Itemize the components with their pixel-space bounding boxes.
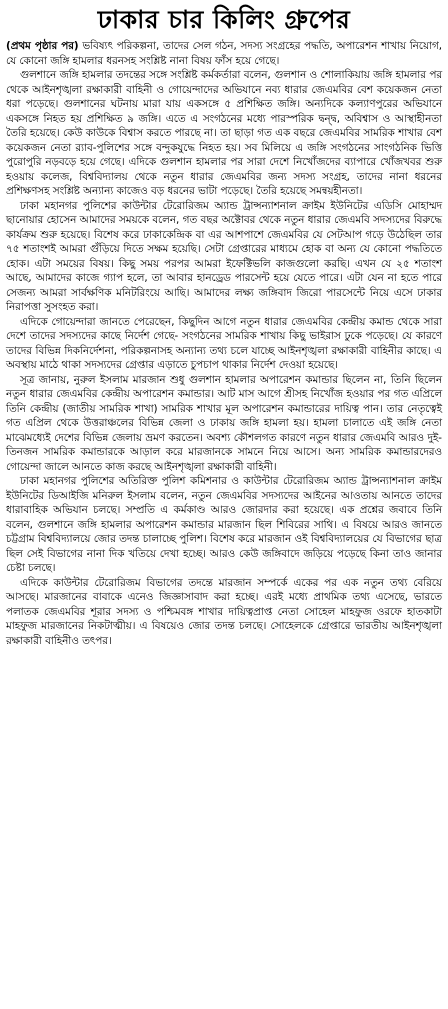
paragraph-3: ঢাকা মহানগর পুলিশের কাউন্টার টেরোরিজম অ্যান্ড ট্রান্সন্যাশনাল ক্রাইম ইউনিটের এডিসি মোহাম্মদ ছানোয়ার হোসেন আমাদের সময়কে বলেন, গত বছর অক্টোবর থেকে নতুন ধারার জেএমবি সদস্যদের বিরুদ্ধে কার্যক্রম শুরু হয়েছে। বিশেষ করে ঢাকাকেন্দ্রিক বা এর আশপাশে জেএমবির যে সেটআপ গড়ে উঠেছিল তার ৭৫ শতাংশই আমরা গুঁড়িয়ে দিতে সক্ষম হয়েছি। সেটা গ্রেপ্তারের মাধ্যমে হোক বা অন্য যে কোনো পদ্ধতিতে হোক। এটা সময়ের বিষয়। কিছু সময় পরপর আমরা ইফেক্টিভলি কাজগুলো করছি। এখন যে ২৫ শতাংশ আছে, আমাদের কাজে গ্যাপ হলে, তা আবার হানড্রেড পারসেন্ট হয়ে যেতে পারে। এটা যেন না হতে পারে সেজন্য আমরা সার্বক্ষণিক মনিটরিংয়ে আছি। আমাদের লক্ষ্য জঙ্গিবাদ জিরো পারসেন্টে নিয়ে এসে ঢাকার নিরাপত্তা সুসংহত করা। <box>6 199 442 313</box>
paragraph-5: সূত্র জানায়, নুরুল ইসলাম মারজান শুধু গুলশান হামলার অপারেশন কমান্ডার ছিলেন না, তিনি ছিলেন নতুন ধারার জেএমবির কেন্দ্রীয় অপারেশন কমান্ডার। আট মাস আগে শ্রীসহ নিখোঁজ হওয়ার পর গত এপ্রিলে তিনি কেন্দ্রীয় (জাতীয় সামরিক শাখা) সামরিক শাখার মূল অপারেশন কমান্ডারের দায়িত্ব পান। তার নেতৃত্বেই গত এপ্রিল থেকে উত্তরাঞ্চলের বিভিন্ন জেলা ও ঢাকায় জঙ্গি হামলা হয়। হামলা চালাতে এই জঙ্গি নেতা মাঝেমধ্যেই দেশের বিভিন্ন জেলায় ভ্রমণ করতেন। অবশ্য কৌশলগত কারণে নতুন ধারার জেএমবি আরও দুই-তিনজন সামরিক কমান্ডারকে আড়াল করে মারজানকে সামনে নিয়ে আসে। অন্য সামরিক কমান্ডারদেরও গোয়েন্দা জালে আনতে কাজ করছে আইনশৃঙ্খলা রক্ষাকারী বাহিনী। <box>6 373 442 473</box>
paragraph-1-text: ভবিষ্যৎ পরিকল্পনা, তাদের সেল গঠন, সদস্য সংগ্রহের পদ্ধতি, অপারেশন শাখায় নিয়োগ, যে কোনো জঙ্গি হামলার ধরনসহ সংশ্লিষ্ট নানা বিষয় ফাঁস হয়ে গেছে। <box>6 40 443 67</box>
paragraph-2: গুলশানে জঙ্গি হামলার তদন্তের সঙ্গে সংশ্লিষ্ট কর্মকর্তারা বলেন, গুলশান ও শোলাকিয়ায় জঙ্গি হামলার পর থেকে আইনশৃঙ্খলা রক্ষাকারী বাহিনী ও গোয়েন্দাদের অভিযানে নব্য ধারার জেএমবির বেশ কয়েকজন নেতা ধরা পড়েছে। গুলশানের ঘটনায় মারা যায় একসঙ্গে ৫ প্রশিক্ষিত জঙ্গি। অন্যদিকে কল্যাণপুরের অভিযানে একসঙ্গে নিহত হয় প্রশিক্ষিত ৯ জঙ্গি। এতে এ সংগঠনের মধ্যে পারস্পরিক দ্বন্দ্ব, অবিশ্বাস ও আস্থাহীনতা তৈরি হয়েছে। কেউ কাউকে বিশ্বাস করতে পারছে না। তা ছাড়া গত এক বছরে জেএমবির সামরিক শাখার বেশ কয়েকজন নেতা র‍্যাব-পুলিশের সঙ্গে বন্দুকযুদ্ধে নিহত হয়। সব মিলিয়ে এ জঙ্গি সংগঠনের সাংগঠনিক ভিত্তি পুরোপুরি নড়বড়ে হয়ে গেছে। এদিকে গুলশান হামলার পর সারা দেশে নিখোঁজদের ব্যাপারে খোঁজখবর শুরু হওয়ায় কলেজ, বিশ্ববিদ্যালয় থেকে নতুন ধারার জেএমবির জন্য সদস্য সংগ্রহ, তাদের নানা ধরনের প্রশিক্ষণসহ সংশ্লিষ্ট অন্যান্য কাজেও বড় ধরনের ভাটা পড়েছে। তৈরি হয়েছে সমন্বয়হীনতা। <box>6 69 442 197</box>
headline: ঢাকার চার কিলিং গ্রুপের <box>97 5 351 34</box>
article-body <box>6 39 442 648</box>
paragraph-7: এদিকে কাউন্টার টেরোরিজম বিভাগের তদন্তে মারজান সম্পর্কে একের পর এক নতুন তথ্য বেরিয়ে আসছে। মারজানের বাবাকে এনেও জিজ্ঞাসাবাদ করা হচ্ছে। এরই মধ্যে প্রাথমিক তথ্য এসেছে, ভারতে পলাতক জেএমবির শূরার সদস্য ও পশ্চিমবঙ্গ শাখার দায়িত্বপ্রাপ্ত নেতা সোহেল মাহফুজ ওরফে হাতকাটা মাহফুজ মারজানের নিকটাত্মীয়। এ বিষয়েও জোর তদন্ত চলছে। সোহেলকে গ্রেপ্তারে ভারতীয় আইনশৃঙ্খলা রক্ষাকারী বাহিনীও তৎপর। <box>6 576 442 647</box>
paragraph-6: ঢাকা মহানগর পুলিশের অতিরিক্ত পুলিশ কমিশনার ও কাউন্টার টেরোরিজম অ্যান্ড ট্রান্সন্যাশনাল ক্রাইম ইউনিটের ডিআইজি মনিরুল ইসলাম বলেন, নতুন জেএমবির সদস্যদের আইনের আওতায় আনতে তাদের ধারাবাহিক অভিযান চলছে। সম্প্রতি এ কর্মকাণ্ড আরও জোরদার করা হয়েছে। এক প্রশ্নের জবাবে তিনি বলেন, গুলশানে জঙ্গি হামলার অপারেশন কমান্ডার মারজান ছিল শিবিরের সাথি। এ বিষয়ে আরও জানতে চট্টগ্রাম বিশ্ববিদ্যালয়ে জোর তদন্ত চালাচ্ছে পুলিশ। বিশেষ করে মারজান ওই বিশ্ববিদ্যালয়ের যে বিভাগের ছাত্র ছিল সেই বিভাগের নানা দিক খতিয়ে দেখা হচ্ছে। আরও কেউ জঙ্গিবাদে জড়িয়ে পড়েছে কিনা তাও জানার চেষ্টা চলছে। <box>6 475 442 574</box>
paragraph-1 <box>6 39 442 68</box>
continuation-label: (প্রথম পৃষ্ঠার পর) <box>6 40 79 52</box>
paragraph-4: এদিকে গোয়েন্দারা জানতে পেরেছেন, কিছুদিন আগে নতুন ধারার জেএমবির কেন্দ্রীয় কমান্ড থেকে সারা দেশে তাদের সদস্যদের কাছে নির্দেশ গেছে- সংগঠনের সামরিক শাখায় কিছু ভাইরাস ঢুকে পড়েছে। যে কারণে তাদের বিভিন্ন দিকনির্দেশনা, পরিকল্পনাসহ অন্যান্য তথ্য চলে যাচ্ছে আইনশৃঙ্খলা রক্ষাকারী বাহিনীর কাছে। এ অবস্থায় মাঠে থাকা সদস্যদের গ্রেপ্তার এড়াতে চুপচাপ থাকার নির্দেশ দেওয়া হয়েছে। <box>6 315 442 371</box>
